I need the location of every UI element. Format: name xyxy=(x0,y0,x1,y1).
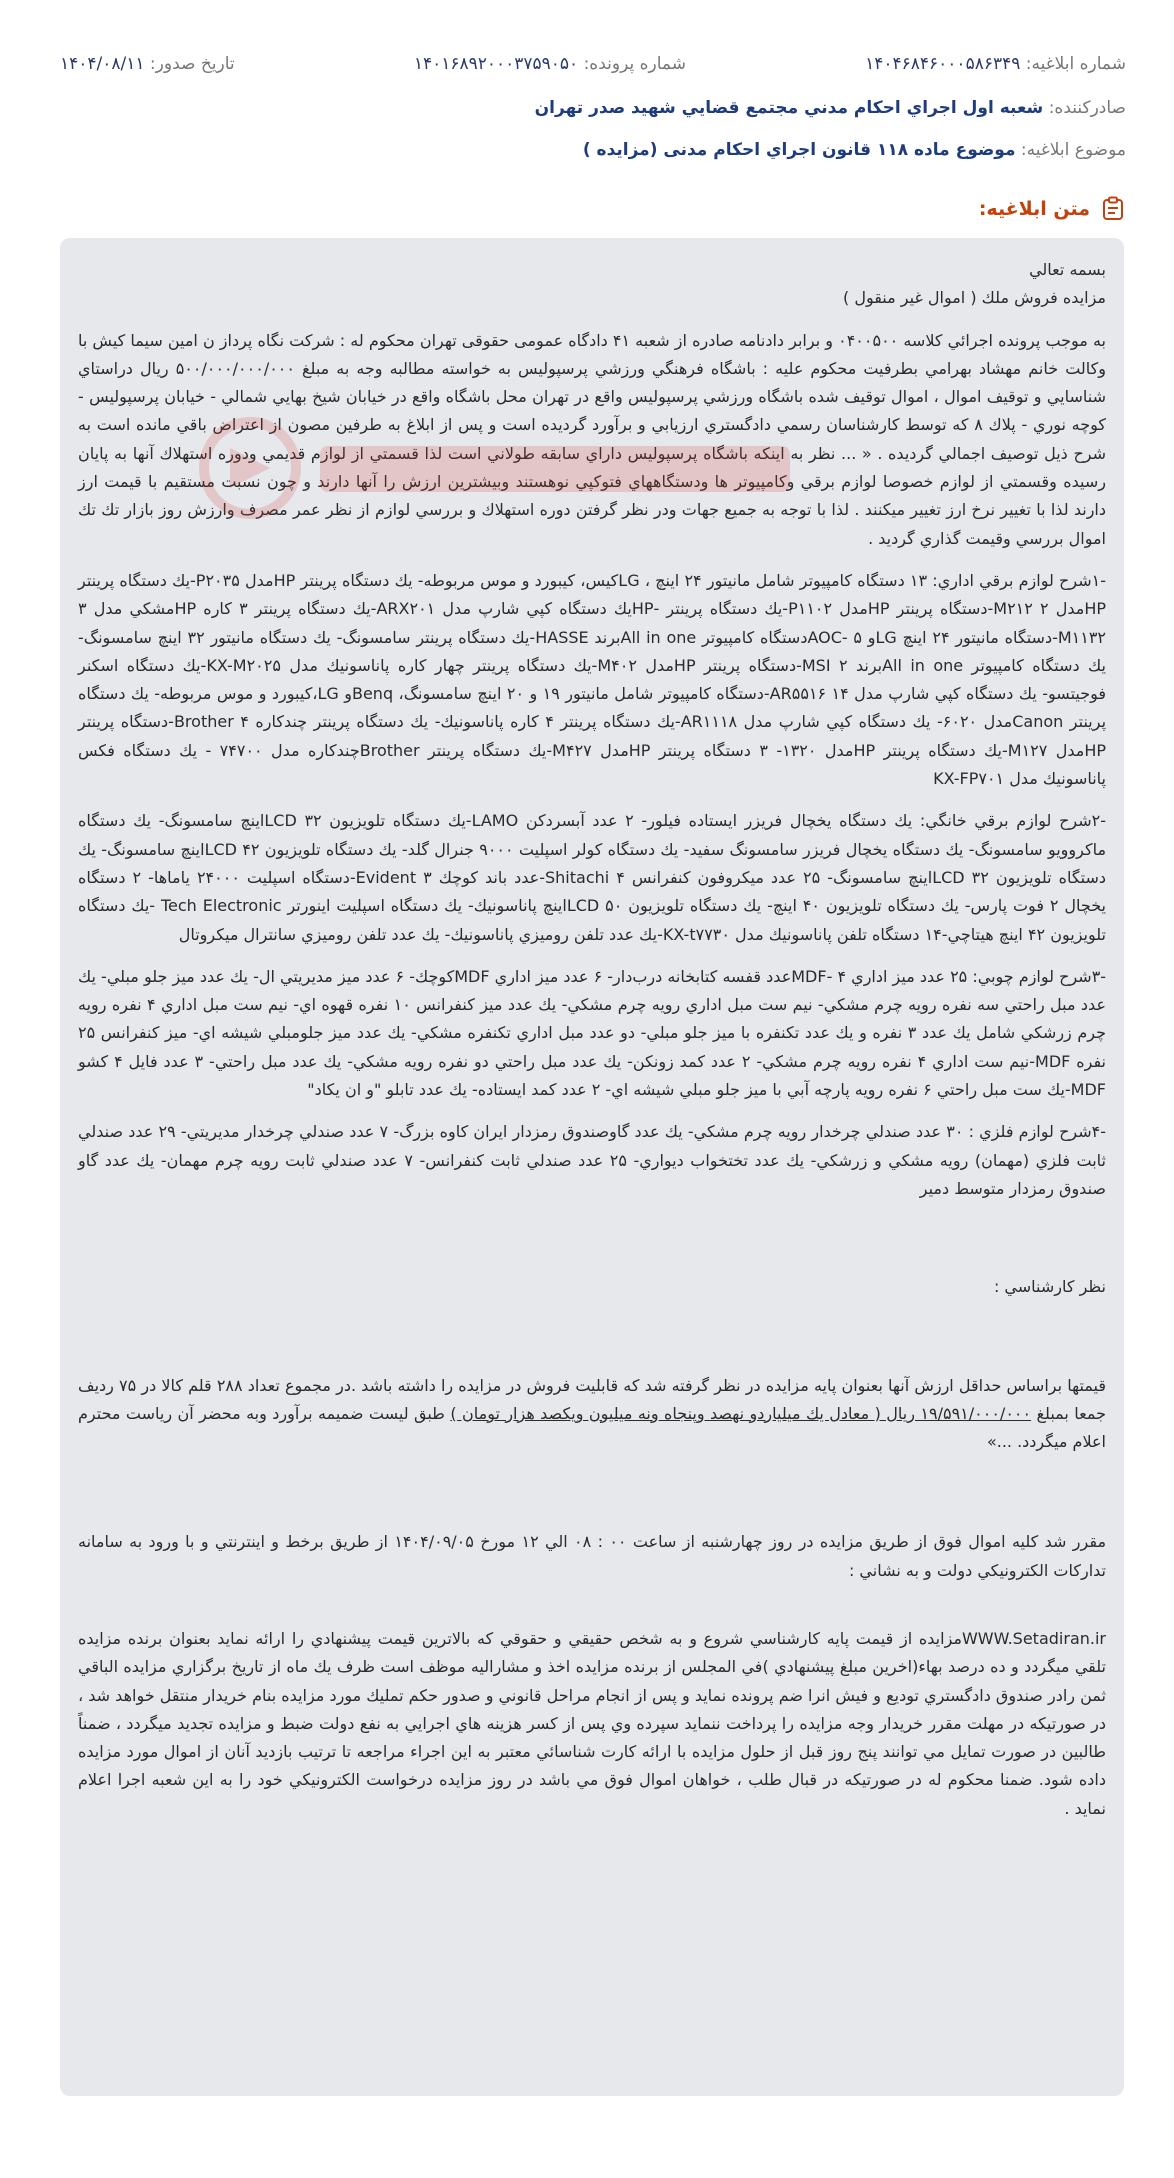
body-paragraph-9: WWW.Setadiran.irمزايده از قيمت پايه كارشناسي شروع و به شخص حقيقي و حقوقي كه بالاترين قيمت پيشنهادي را ارائه نمايد بعنوان برنده مزايده تلقي ميگردد و ده درصد بهاء(اخرين مبلغ پيشنهادي )في المجلس از برنده مزايده اخذ و مشاراليه موظف است ظرف يك ماه از تاريخ برگزاري مزايده الباقي ثمن رادر صندوق دادگستري توديع و فيش انرا ضم پرونده نمايد و پس از انجام مراحل قانوني و صدور حكم تمليك مورد مزايده بنام خريدار منتقل خواهد شد ، در صورتيكه در مهلت مقرر خريدار وجه مزايده را پرداخت ننمايد سپرده وي پس از كسر هزينه هاي اجرايي به نفع دولت ضبط و مزايده تجديد ميگردد ، ضمناً طالبين در صورت تمايل مي توانند پنج روز قبل از حلول مزايده با ارائه كارت شناسائي معتبر به اين اجراء مراجعه تا ترتيب بازديد آنان از اموال مورد مزايده داده شود. ضمنا محكوم له در صورتيكه در قبال طلب ، خواهان اموال فوق مي باشد در روز مزايده درخواست الكترونيكي خود را به اين شعبه اجرا اعلام نمايد . xyxy=(78,1628,1106,1818)
subject-value: موضوع ماده ۱۱۸ قانون اجراي احکام مدنی (مزایده ) xyxy=(582,140,1016,160)
body-paragraph-8: مقرر شد كليه اموال فوق از طريق مزايده در روز چهارشنبه از ساعت ۰۰ : ۰۸ الي ۱۲ مورخ ۱۴۰۴/۰۹/۰۵ از طريق برخط و اينترنتي و با ورود به سامانه تداركات الكترونيكي دولت و به نشاني : xyxy=(78,1532,1107,1580)
issuer-row xyxy=(60,98,1126,118)
issuer-label: صادرکننده: xyxy=(1048,98,1126,118)
notice-body xyxy=(60,238,1124,2096)
issue-date xyxy=(60,54,235,84)
body-paragraph-3: -۲شرح لوازم برقي خانگي: يك دستگاه يخچال فريزر ايستاده فيلور- ۲ عدد آبسردكن LAMO-يك دستگاه تلويزيون LCD ۳۲اينچ سامسونگ- يك دستگاه ماكروويو سامسونگ- يك دستگاه يخچال فريزر سامسونگ سفيد- يك دستگاه كولر اسپليت ۹۰۰۰ جنرال گلد- يك دستگاه تلويزيون LCD ۴۲اينچ سامسونگ- يك دستگاه تلويزيون LCD ۳۲اينچ سامسونگ- ۲۵ عدد ميكروفون كنفرانس ۴ Shitachi-عدد باند كوچك ۳ Evident-دستگاه اسپليت ۲۴۰۰۰ ياماها- ۲ دستگاه يخچال ۲ فوت پارس- يك دستگاه تلويزيون ۴۰ اينچ- يك دستگاه تلويزيون LCD ۵۰اينچ پاناسونيك- يك دستگاه اسپليت اينورتر Tech Electronic -يك دستگاه تلويزيون ۴۲ اينچ هيتاچي-۱۴ دستگاه تلفن پاناسونيك مدل KX-t۷۷۳۰-يك عدد تلفن روميزي پاناسونيك- يك عدد تلفن روميزي سانترال ميكروتال xyxy=(78,811,1107,944)
subject-row xyxy=(60,140,1126,160)
document-icon xyxy=(1100,196,1126,222)
body-paragraph-7 xyxy=(78,1372,1106,1457)
notice-number-value: ۱۴۰۴۶۸۴۶۰۰۰۵۸۶۳۴۹ xyxy=(865,54,1021,74)
notice-text-title: متن ابلاغیه: xyxy=(978,198,1090,220)
case-number-label: شماره پرونده: xyxy=(583,54,686,74)
issuer-value: شعبه اول اجراي احكام مدني مجتمع قضايي شهيد صدر تهران xyxy=(534,98,1044,118)
body-paragraph-1: به موجب پرونده اجرائي كلاسه ۰۴۰۰۵۰۰ و برابر دادنامه صادره از شعبه ۴۱ دادگاه عمومی حقوقی تهران محكوم له : شركت نگاه پرداز ن امين سيما كيش با وكالت خانم مهشاد بهرامي بطرفيت محكوم عليه : باشگاه فرهنگي ورزشي پرسپوليس به خواسته مطالبه وجه به مبلغ ۵۰۰/۰۰۰/۰۰۰/۰۰۰ ريال دراستاي شناسايي و توقيف اموال ، اموال توقيف شده باشگاه ورزشي پرسپوليس واقع در تهران محل باشگاه واقع در خيابان شيخ بهايي شمالي - خيابان پرسپوليس - كوچه نوري - پلاك ۸ كه توسط كارشناسان رسمي دادگستري ارزيابي و برآورد گرديده است و پس از ابلاغ به طرفين مصون از اعتراض باقي مانده است به شرح ذيل توصيف اجمالي گرديده . « ... نظر به اينكه باشگاه پرسپوليس داراي سابقه طولاني است لذا قسمتي از لوازم قديمي ودوره استهلاك آنها به پايان رسيده وقسمتي از لوازم خصوصا لوازم برقي وكامپيوتر ها ودستگاههاي فتوكپي نوهستند وبيشترين ارزش را آنها دارند و چون نسبت مستقيم با قيمت ارز دارند لذا با تغيير نرخ ارز تغيير ميكنند . لذا با توجه به جميع جهات ودر نظر گرفتن دوره استهلاك و بررسي لوازم از نظر عمر مصرف وارزش روز بازار تك تك اموال بررسي وقيمت گذاري گرديد . xyxy=(78,330,1107,548)
body-paragraph-4: -۳شرح لوازم چوبي: ۲۵ عدد ميز اداري MDF- ۴عدد قفسه كتابخانه درب‌دار- ۶ عدد ميز اداري MDFكوچك- ۶ عدد ميز مديريتي ال- يك عدد ميز جلو مبلي- يك عدد مبل راحتي سه نفره رويه چرم مشكي- نيم ست مبل اداري رويه چرم مشكي- يك عدد ميز كنفرانس ۱۰ نفره قهوه اي- نيم ست مبل اداري ۴ نفره رويه چرم زرشكي شامل يك عدد ۳ نفره و يك عدد تكنفره با ميز جلو مبلي- دو عدد مبل اداري تكنفره مشكي- يك عدد ميز جلومبلي شيشه اي- ميز كنفرانس ۲۵ نفره MDF-نيم ست اداري ۴ نفره رويه چرم مشكي- ۲ عدد كمد زونكن- يك عدد مبل راحتي دو نفره رويه مشكي- يك عدد مبل راحتي- ۳ عدد فايل ۴ كشو MDF-يك ست مبل راحتي ۶ نفره رويه پارچه آبي با ميز جلو مبلي شيشه اي- ۲ عدد كمد ايستاده- يك عدد تابلو "و ان يكاد" xyxy=(78,966,1107,1100)
notice-text-header xyxy=(979,196,1126,222)
body-paragraph-2: -۱شرح لوازم برقي اداري: ۱۳ دستگاه كامپيوتر شامل مانيتور ۲۴ اينچ ، LGكيس، كيبورد و موس مربوطه- يك دستگاه پرينتر HPمدل P۲۰۳۵-يك دستگاه پرينتر HPمدل ۲ M۲۱۲-دستگاه پرينتر HPمدل P۱۱۰۲-يك دستگاه پرينتر -HPيك دستگاه كپي شارپ مدل ARX۲۰۱-يك دستگاه پرينتر ۳ كاره HPمشكي مدل ۳ M۱۱۳۲-دستگاه مانيتور ۲۴ اينچ LGو ۵ -AOCدستگاه كامپيوتر All in oneبرند HASSE-يك دستگاه پرينتر سامسونگ- يك دستگاه مانيتور ۳۲ اينچ سامسونگ- يك دستگاه كامپيوتر All in oneبرند ۲ MSI-دستگاه پرينتر HPمدل M۴۰۲-يك دستگاه پرينتر چهار كاره پاناسونيك مدل KX-M۲۰۲۵-يك دستگاه اسكنر فوجيتسو- يك دستگاه كپي شارپ مدل ۱۴ AR۵۵۱۶-دستگاه كامپيوتر شامل مانيتور ۱۹ و ۲۰ اينچ سامسونگ، Benqو LG،كيبورد و موس مربوطه- يك دستگاه پرينتر Canonمدل ۶۰۲۰- يك دستگاه كپي شارپ مدل AR۱۱۱۸-يك دستگاه پرينتر ۴ كاره پاناسونيك- يك دستگاه پرينتر چندكاره ۴ Brother-دستگاه پرينتر HPمدل M۱۲۷-يك دستگاه پرينتر HPمدل ۱۳۲۰- ۳ دستگاه پرينتر HPمدل M۴۲۷-يك دستگاه پرينتر Brotherچندكاره مدل ۷۴۷۰۰ - يك دستگاه فكس پاناسونيك مدل KX-FP۷۰۱ xyxy=(78,570,1107,789)
expert-opinion-heading: نظر كارشناسي : xyxy=(993,1277,1106,1297)
body-paragraph-5: -۴شرح لوازم فلزي : ۳۰ عدد صندلي چرخدار رويه چرم مشكي- يك عدد گاوصندوق رمزدار ايران كاوه بزرگ- ۷ عدد صندلي چرخدار مديريتي- ۲۹ عدد صندلي ثابت فلزي (مهمان) رويه مشكي و زرشكي- يك عدد تختخواب ديواري- ۲۵ عدد صندلي ثابت كنفرانس- ۷ عدد صندلي ثابت رويه چرم مهمان- يك عدد گاو صندوق رمزدار متوسط دمير xyxy=(78,1122,1107,1198)
valuation-text-start: قيمتها براساس حداقل ارزش آنها بعنوان پايه مزايده در نظر گرفته شد كه قابليت فروش در مزايده را داشته باشد .در مجموع تعداد ۲۸۸ قلم كالا در ۷۵ رديف جمعا بمبلغ xyxy=(78,1375,1107,1423)
body-title: مزايده فروش ملك ( اموال غير منقول ) xyxy=(842,288,1106,308)
issue-date-value: ۱۴۰۴/۰۸/۱۱ xyxy=(60,54,145,74)
subject-label: موضوع ابلاغیه: xyxy=(1020,140,1126,160)
notice-number-label: شماره ابلاغیه: xyxy=(1025,54,1126,74)
case-number xyxy=(414,54,686,84)
body-bismillah: بسمه تعالي xyxy=(1029,260,1106,279)
issue-date-label: تاریخ صدور: xyxy=(149,54,235,74)
valuation-amount: ۱۹/۵۹۱/۰۰۰/۰۰۰ ريال ( معادل يك ميلياردو نهصد وپنجاه ونه ميليون ويكصد هزار تومان ) xyxy=(450,1403,1032,1423)
valuation-text-end: طبق ليست ضميمه برآورد وبه محضر آن رياست محترم اعلام ميگردد. ...» xyxy=(78,1403,1106,1452)
case-number-value: ۱۴۰۱۶۸۹۲۰۰۰۳۷۵۹۰۵۰ xyxy=(413,54,579,74)
notice-number xyxy=(865,54,1126,84)
meta-row-numbers xyxy=(60,54,1126,84)
